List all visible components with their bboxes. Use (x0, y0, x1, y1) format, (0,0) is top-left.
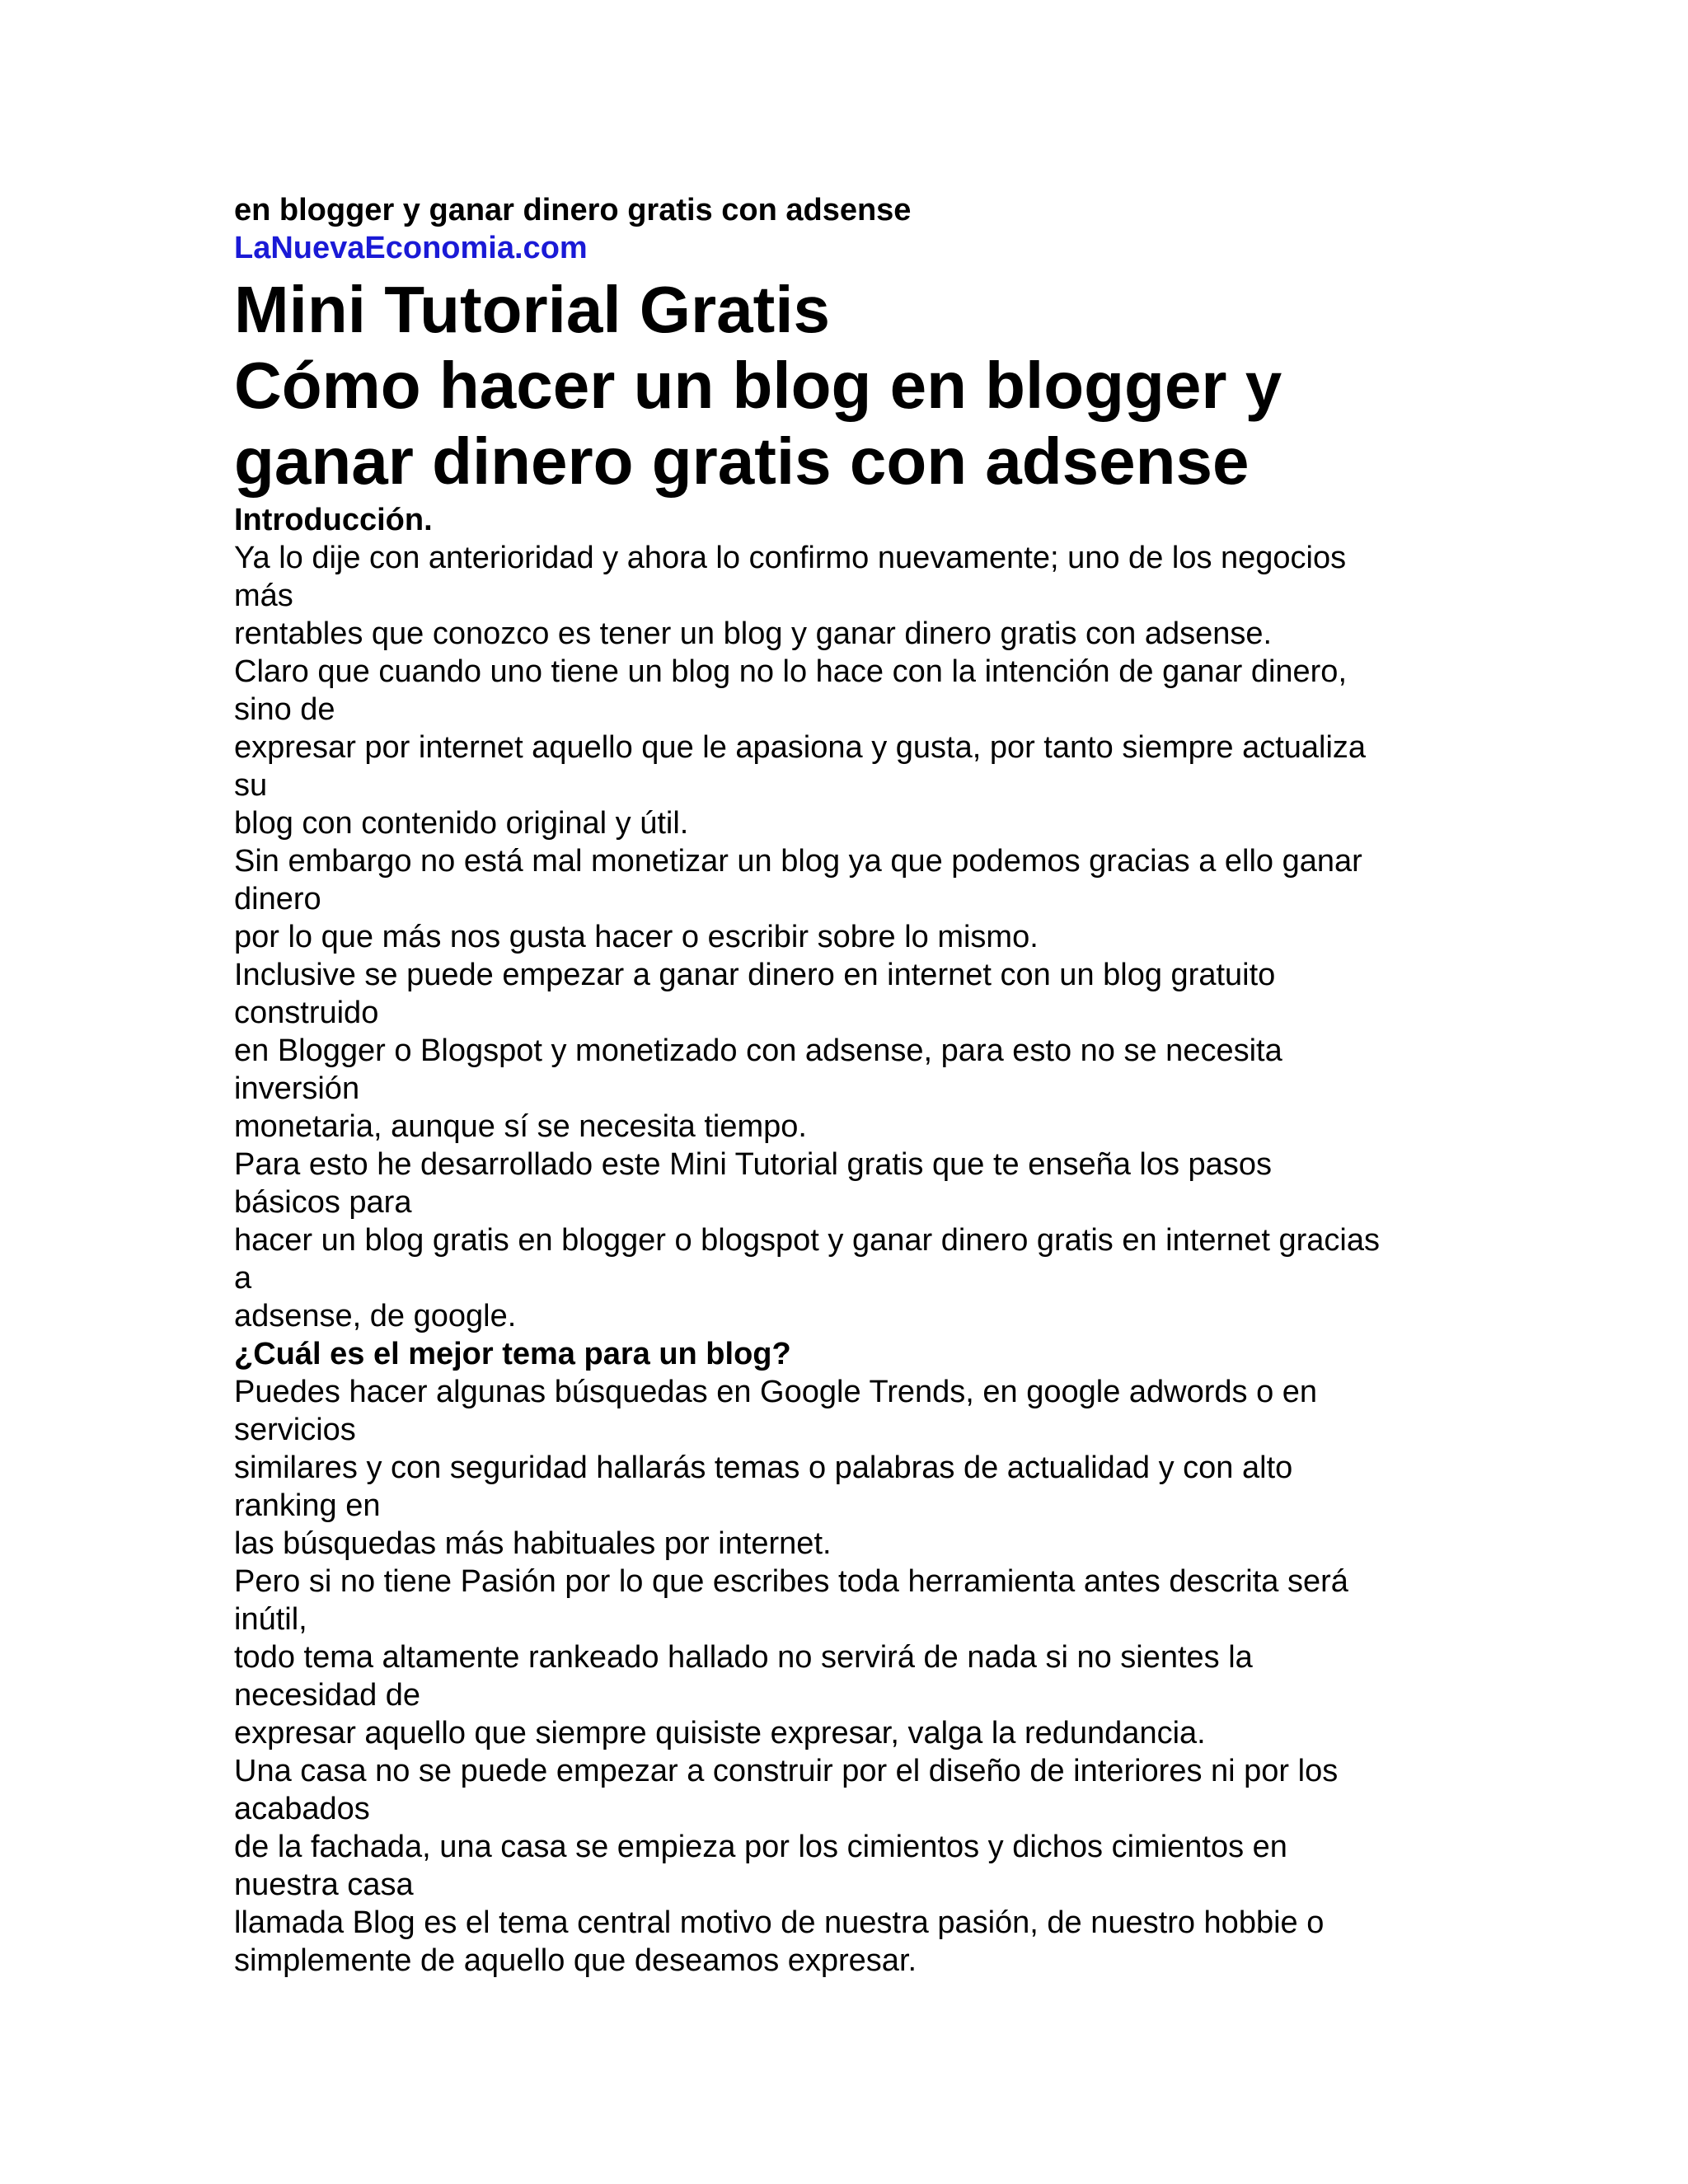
paragraph-line: Inclusive se puede empezar a ganar dinero en internet con un blog gratuito (234, 958, 1276, 992)
paragraph-line: inútil, (234, 1602, 307, 1637)
paragraph-line: Ya lo dije con anterioridad y ahora lo confirmo nuevamente; uno de los negocios (234, 541, 1347, 575)
paragraph-line: todo tema altamente rankeado hallado no servirá de nada si no sientes la (234, 1640, 1253, 1675)
header-subtitle: en blogger y ganar dinero gratis con adsense (234, 193, 912, 227)
paragraph-line: Para esto he desarrollado este Mini Tutorial gratis que te enseña los pasos (234, 1147, 1272, 1182)
title-line-1: Mini Tutorial Gratis (234, 273, 831, 346)
section-heading-intro: Introducción. (234, 503, 433, 537)
paragraph-line: las búsquedas más habituales por internet. (234, 1526, 832, 1561)
document-page (234, 191, 1520, 1980)
paragraph-line: de la fachada, una casa se empieza por los cimientos y dichos cimientos en (234, 1830, 1287, 1864)
paragraph-line: básicos para (234, 1185, 412, 1220)
paragraph-line: construido (234, 996, 379, 1030)
paragraph-line: Una casa no se puede empezar a construir por el diseño de interiores ni por los (234, 1754, 1339, 1788)
paragraph-line: llamada Blog es el tema central motivo de nuestra pasión, de nuestro hobbie o (234, 1905, 1325, 1940)
paragraph-line: Sin embargo no está mal monetizar un blog ya que podemos gracias a ello ganar (234, 844, 1362, 879)
title-line-2: Cómo hacer un blog en blogger y (234, 349, 1282, 422)
paragraph-line: Puedes hacer algunas búsquedas en Google Trends, en google adwords o en (234, 1375, 1318, 1409)
paragraph-line: rentables que conozco es tener un blog y ganar dinero gratis con adsense. (234, 616, 1273, 651)
paragraph-line: adsense, de google. (234, 1299, 517, 1333)
section-heading-best-topic: ¿Cuál es el mejor tema para un blog? (234, 1337, 791, 1371)
section-best-topic-body (234, 1373, 1520, 1980)
paragraph-line: dinero (234, 882, 321, 916)
paragraph-line: necesidad de (234, 1678, 421, 1713)
paragraph-line: expresar por internet aquello que le apasiona y gusta, por tanto siempre actualiza (234, 730, 1367, 765)
paragraph-line: Claro que cuando uno tiene un blog no lo hace con la intención de ganar dinero, (234, 654, 1348, 689)
paragraph-line: nuestra casa (234, 1868, 414, 1902)
title-line-3: ganar dinero gratis con adsense (234, 424, 1250, 498)
paragraph-line: servicios (234, 1413, 356, 1447)
paragraph-line: similares y con seguridad hallarás temas o palabras de actualidad y con alto (234, 1451, 1293, 1485)
paragraph-line: monetaria, aunque sí se necesita tiempo. (234, 1109, 807, 1144)
paragraph-line: ranking en (234, 1488, 381, 1523)
paragraph-line: más (234, 579, 293, 613)
section-intro-body (234, 539, 1520, 1335)
paragraph-line: inversión (234, 1071, 360, 1106)
paragraph-line: acabados (234, 1792, 370, 1826)
site-link[interactable]: LaNuevaEconomia.com (234, 231, 588, 265)
paragraph-line: a (234, 1261, 252, 1296)
paragraph-line: sino de (234, 692, 335, 727)
paragraph-line: hacer un blog gratis en blogger o blogspot y ganar dinero gratis en internet gracias (234, 1223, 1380, 1258)
paragraph-line: su (234, 768, 268, 803)
document-title (234, 272, 1520, 499)
paragraph-line: en Blogger o Blogspot y monetizado con adsense, para esto no se necesita (234, 1033, 1282, 1068)
paragraph-line: expresar aquello que siempre quisiste expresar, valga la redundancia. (234, 1716, 1206, 1750)
paragraph-line: blog con contenido original y útil. (234, 806, 689, 841)
paragraph-line: Pero si no tiene Pasión por lo que escribes toda herramienta antes descrita será (234, 1564, 1348, 1599)
paragraph-line: por lo que más nos gusta hacer o escribir sobre lo mismo. (234, 920, 1039, 954)
paragraph-line: simplemente de aquello que deseamos expresar. (234, 1943, 917, 1978)
